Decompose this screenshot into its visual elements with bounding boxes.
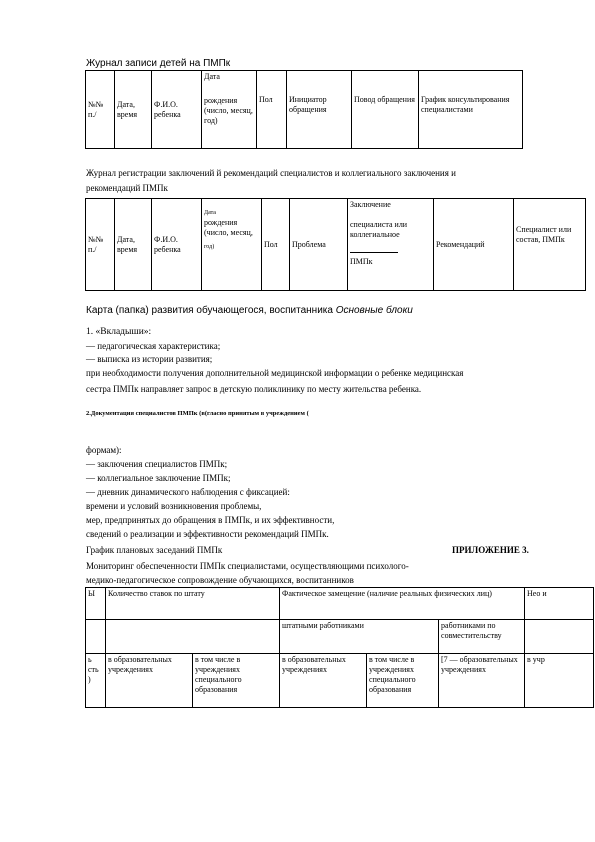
journal2-title-line2: рекомендаций ПМПк: [86, 183, 168, 193]
card-block1-item: — выписка из истории развития;: [86, 354, 213, 364]
card-block1-item: при необходимости получения дополнительной медицинской информации о ребенке медицинская: [86, 368, 464, 378]
j2-concl-pmpk: ПМПк: [350, 257, 373, 266]
j1-col-schedule: График консультирования специалистами: [419, 71, 523, 149]
j1-col-date: Дата, время: [115, 71, 152, 149]
j1-birth-head: Дата: [204, 72, 220, 81]
j1-col-num: №№ п./: [86, 71, 115, 149]
j2-concl-head: Заключение: [350, 200, 391, 209]
card-block1-item: сестра ПМПк направляет запрос в детскую поликлинику по месту жительства ребенка.: [86, 384, 422, 394]
monitoring-title-line2: медико-педагогическое сопровождение обучающихся, воспитанников: [86, 575, 354, 585]
mon-row3-cell: в образовательных учреждениях: [106, 654, 193, 708]
j2-birth-sub: рождения (число, месяц,: [204, 218, 253, 237]
mon-sub-staff: штатными работниками: [280, 620, 439, 654]
j2-col-recommendations: Рекомендаций: [434, 199, 514, 291]
j1-col-initiator: Инициатор обращения: [287, 71, 352, 149]
j2-col-specialist: Специалист или состав, ПМПк: [514, 199, 586, 291]
mon-row3-cell: [7 — образовательных учреждениях: [439, 654, 525, 708]
card-title: [86, 305, 413, 316]
mon-row3-cell: в учр: [525, 654, 594, 708]
mon-sub-empty: [525, 620, 594, 654]
mon-col-last: Нео и: [525, 588, 594, 620]
j2-birth-head: Дата: [204, 210, 216, 216]
card-block2-item: — коллегиальное заключение ПМПк;: [86, 473, 231, 483]
monitoring-table: [85, 587, 594, 708]
card-title-italic: Основные блоки: [335, 305, 413, 316]
card-block2-item: мер, предпринятых до обращения в ПМПк, и их эффективности,: [86, 515, 335, 525]
j2-col-birth: [202, 199, 262, 291]
journal2-title-line1: Журнал регистрации заключений й рекомендаций специалистов и коллегиального заключения и: [86, 168, 456, 178]
j1-col-reason: Повод обращения: [352, 71, 419, 149]
j1-col-sex: Пол: [257, 71, 287, 149]
mon-col-staff: Количество ставок по штату: [106, 588, 280, 620]
card-title-text: Карта (папка) развития обучающегося, воспитанника: [86, 305, 333, 316]
j1-birth-sub: рождения (число, месяц, год): [204, 96, 253, 125]
mon-row3-cell: в том числе в учреждениях специального образования: [193, 654, 280, 708]
mon-sub-empty: [106, 620, 280, 654]
journal1-title: Журнал записи детей на ПМПк: [86, 58, 231, 69]
j1-col-birth: [202, 71, 257, 149]
journal2-table: [85, 198, 586, 291]
card-block2-item: — заключения специалистов ПМПк;: [86, 459, 228, 469]
journal1-table: [85, 70, 523, 149]
mon-row3-first: ь сть ): [86, 654, 106, 708]
j2-col-conclusion: [348, 199, 434, 291]
j2-col-num: №№ п./: [86, 199, 115, 291]
j2-concl-sub: специалиста или коллегиальное: [350, 220, 408, 239]
j2-col-sex: Пол: [262, 199, 290, 291]
j2-col-name: Ф.И.О. ребенка: [152, 199, 202, 291]
card-block2-head: 2.Документация специалистов ПМПк (в(гласно принятым в учреждением (: [86, 410, 309, 417]
j2-birth-year: год): [204, 244, 215, 250]
mon-sub-empty: [86, 620, 106, 654]
card-block1-head: 1. «Вкладыши»:: [86, 327, 152, 337]
card-block2-item: — дневник динамического наблюдения с фиксацией:: [86, 487, 290, 497]
card-block2-cont: формам):: [86, 445, 122, 455]
mon-row3-cell: в том числе в учреждениях специального образования: [367, 654, 439, 708]
j2-col-problem: Проблема: [290, 199, 348, 291]
j2-col-date: Дата, время: [115, 199, 152, 291]
card-block2-item: времени и условий возникновения проблемы,: [86, 501, 262, 511]
j1-col-name: Ф.И.О. ребенка: [152, 71, 202, 149]
card-block1-item: — педагогическая характеристика;: [86, 341, 221, 351]
mon-row3-cell: в образовательных учреждениях: [280, 654, 367, 708]
schedule-title: График плановых заседаний ПМПк: [86, 545, 223, 555]
mon-sub-part: работниками по совместительству: [439, 620, 525, 654]
j2-concl-divider: [350, 252, 398, 253]
mon-col-actual: Фактическое замещение (наличие реальных физических лиц): [280, 588, 525, 620]
mon-col-first: Ы: [86, 588, 106, 620]
card-block2-item: сведений о реализации и эффективности рекомендаций ПМПк.: [86, 529, 329, 539]
appendix-label: ПРИЛОЖЕНИЕ 3.: [452, 545, 529, 555]
monitoring-title-line1: Мониторинг обеспеченности ПМПк специалистами, осуществляющими психолого-: [86, 561, 409, 571]
